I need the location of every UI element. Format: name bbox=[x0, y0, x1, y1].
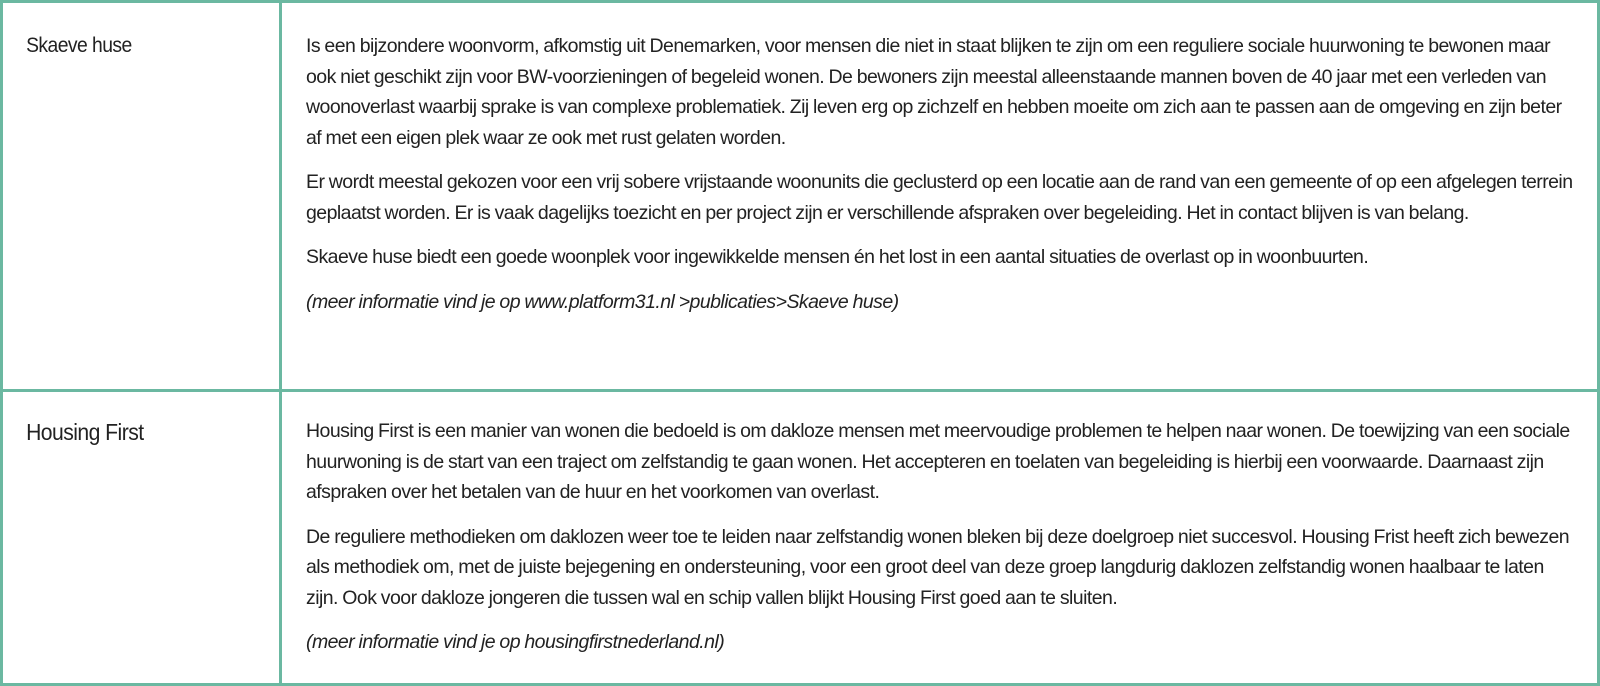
more-info-note: (meer informatie vind je op www.platform31.nl >publicaties>Skaeve huse) bbox=[306, 290, 899, 313]
paragraph: Er wordt meestal gekozen voor een vrij sobere vrijstaande woonunits die geclusterd op een locatie aan de rand van een gemeente of op een afgelegen terrein geplaatst worden. Er is vaak dagelijks toezicht en per project zijn er verschillende afspraken over begeleiding. Het in contact blijven is van belang. bbox=[306, 171, 1573, 224]
description-cell bbox=[281, 391, 1599, 685]
row-label: Skaeve huse bbox=[26, 34, 132, 57]
paragraph: Is een bijzondere woonvorm, afkomstig uit Denemarken, voor mensen die niet in staat blijken te zijn om een reguliere sociale huurwoning te bewonen maar ook niet geschikt zijn voor BW-voorzieningen of begeleid wonen. De bewoners zijn meestal alleenstaande mannen boven de 40 jaar met een verleden van woonoverlast waarbij sprake is van complexe problematiek. Zij leven erg op zichzelf en hebben moeite om zich aan te passen aan de omgeving en zijn beter af met een eigen plek waar ze ook met rust gelaten worden. bbox=[306, 35, 1562, 149]
label-cell bbox=[2, 391, 281, 685]
row-label: Housing First bbox=[26, 419, 144, 445]
label-cell bbox=[2, 2, 281, 391]
table-row-housing-first bbox=[2, 391, 1599, 685]
description-cell bbox=[281, 2, 1599, 391]
paragraph: Housing First is een manier van wonen die bedoeld is om dakloze mensen met meervoudige problemen te helpen naar wonen. De toewijzing van een sociale huurwoning is de start van een traject om zelfstandig te gaan wonen. Het accepteren en toelaten van begeleiding is hierbij een voorwaarde. Daarnaast zijn afspraken over het betalen van de huur en het voorkomen van overlast. bbox=[306, 420, 1570, 503]
more-info-note: (meer informatie vind je op housingfirstnederland.nl) bbox=[306, 631, 725, 653]
table-row-skaeve-huse bbox=[2, 2, 1599, 391]
paragraph: De reguliere methodieken om daklozen weer toe te leiden naar zelfstandig wonen bleken bij deze doelgroep niet succesvol. Housing Frist heeft zich bewezen als methodiek om, met de juiste bejegening en ondersteuning, voor een groot deel van deze groep langdurig daklozen zelfstandig wonen haalbaar te laten zijn. Ook voor dakloze jongeren die tussen wal en schip vallen blijkt Housing First goed aan te sluiten. bbox=[306, 525, 1570, 609]
paragraph: Skaeve huse biedt een goede woonplek voor ingewikkelde mensen én het lost in een aantal situaties de overlast op in woonbuurten. bbox=[306, 246, 1369, 268]
